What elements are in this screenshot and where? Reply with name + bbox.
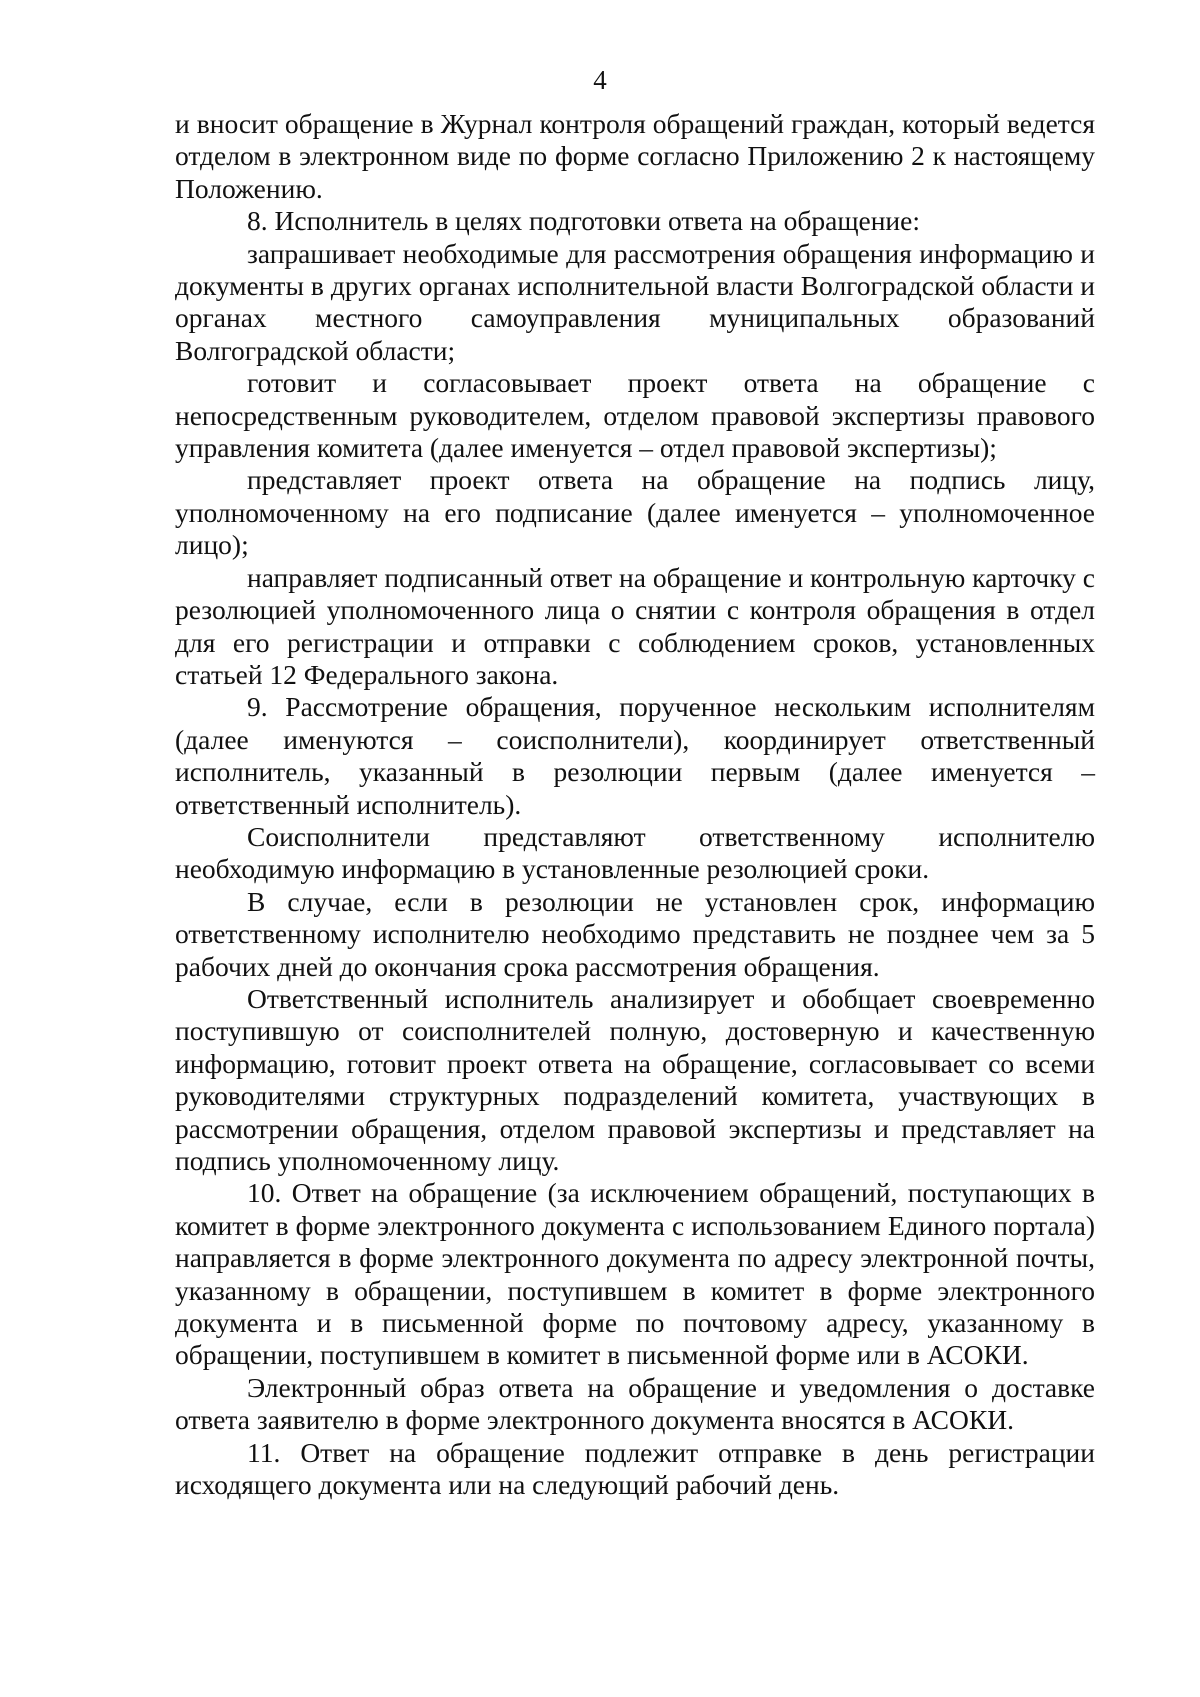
paragraph-coexecutors: Соисполнители представляют ответственному исполнителю необходимую информацию в установленные резолюцией сроки. [175,820,1095,885]
paragraph-responsible-executor: Ответственный исполнитель анализирует и обобщает своевременно поступившую от соисполнителей полную, достоверную и качественную информацию, готовит проект ответа на обращение, согласовывает со всеми руководителями структурных подразделений комитета, участвующих в рассмотрении обращения, отделом правовой экспертизы и представляет на подпись уполномоченному лицу. [175,982,1095,1176]
paragraph-item-9: 9. Рассмотрение обращения, порученное нескольким исполнителям (далее именуются – соисполнители), координирует ответственный исполнитель, указанный в резолюции первым (далее именуется – ответственный исполнитель). [175,691,1095,820]
paragraph-item-8: 8. Исполнитель в целях подготовки ответа на обращение: [247,205,920,237]
paragraph-subitem-send: направляет подписанный ответ на обращение и контрольную карточку с резолюцией уполномоченного лица о снятии с контроля обращения в отдел для его регистрации и отправки с соблюдением сроков, установленных статьей 12 Федерального закона. [175,561,1095,690]
paragraph-subitem-request: запрашивает необходимые для рассмотрения обращения информацию и документы в других органах исполнительной власти Волгоградской области и органах местного самоуправления муниципальных образований Волгоградской области; [175,237,1095,366]
document-body [175,108,1095,1501]
page-number: 4 [593,65,607,95]
paragraph-subitem-submit: представляет проект ответа на обращение на подпись лицу, уполномоченному на его подписание (далее именуется – уполномоченное лицо); [175,464,1095,561]
paragraph-deadline: В случае, если в резолюции не установлен срок, информацию ответственному исполнителю необходимо представить не позднее чем за 5 рабочих дней до окончания срока рассмотрения обращения. [175,885,1095,982]
paragraph-item-11: 11. Ответ на обращение подлежит отправке в день регистрации исходящего документа или на следующий рабочий день. [175,1436,1095,1501]
paragraph-item-10: 10. Ответ на обращение (за исключением обращений, поступающих в комитет в форме электронного документа с использованием Единого портала) направляется в форме электронного документа по адресу электронной почты, указанному в обращении, поступившем в комитет в форме электронного документа и в письменной форме по почтовому адресу, указанному в обращении, поступившем в комитет в письменной форме или в АСОКИ. [175,1177,1095,1371]
paragraph-subitem-prepare: готовит и согласовывает проект ответа на обращение с непосредственным руководителем, отделом правовой экспертизы правового управления комитета (далее именуется – отдел правовой экспертизы); [175,367,1095,464]
paragraph-continuation: и вносит обращение в Журнал контроля обращений граждан, который ведется отделом в электронном виде по форме согласно Приложению 2 к настоящему Положению. [175,108,1095,204]
paragraph-electronic-image: Электронный образ ответа на обращение и уведомления о доставке ответа заявителю в форме электронного документа вносятся в АСОКИ. [175,1371,1095,1436]
